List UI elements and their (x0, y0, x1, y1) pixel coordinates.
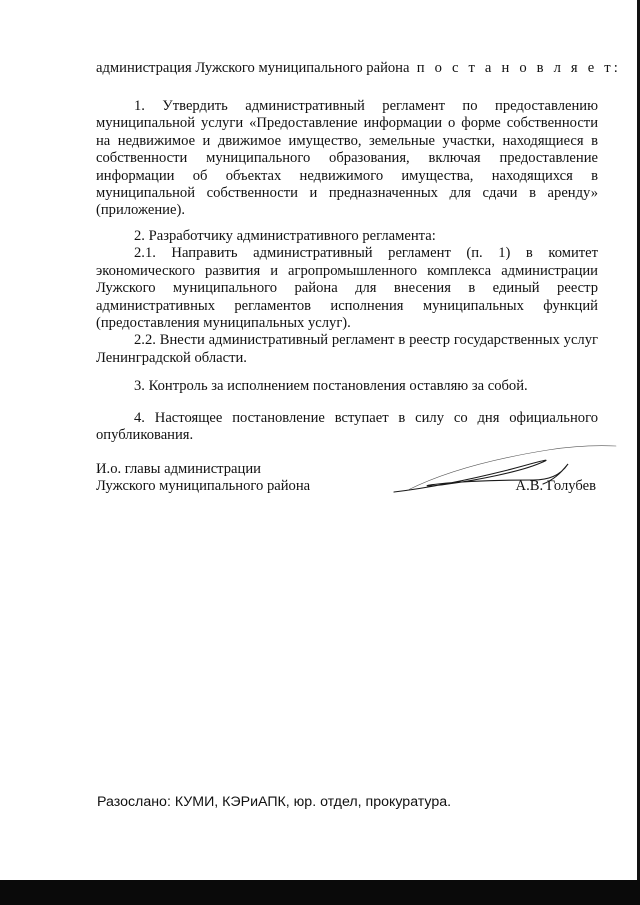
signer-title-line-1: И.о. главы администрации (96, 461, 261, 477)
intro-line (96, 60, 622, 77)
intro-decree: п о с т а н о в л я е т: (416, 60, 622, 76)
intro-text: администрация Лужского муниципального района (96, 60, 410, 76)
paragraph-2-2: 2.2. Внести административный регламент в реестр государственных услуг Ленинградской области. (96, 332, 598, 366)
signer-name: А.В. Голубев (515, 478, 596, 494)
signer-title-line-2: Лужского муниципального района (96, 478, 311, 495)
paragraph-4: 4. Настоящее постановление вступает в силу со дня официального опубликования. (96, 410, 598, 444)
paragraph-1: 1. Утвердить административный регламент по предоставлению муниципальной услуги «Предоставление информации о форме собственности на недвижимое и движимое имущество, земельные участки, находящиеся в собственности муниципального образования, включая предоставление информации об объектах недвижимого имущества, находящихся в муниципальной собственности и предназначенных для сдачи в аренду» (приложение). (96, 98, 598, 219)
paragraph-2 (96, 228, 598, 367)
scan-bottom-edge (0, 880, 640, 905)
paragraph-2-1: 2.1. Направить административный регламент (п. 1) в комитет экономического развития и агропромышленного комплекса администрации Лужского муниципального района для внесения в единый реестр административных регламентов исполнения муниципальных функций (предоставления муниципальных услуг). (96, 245, 598, 332)
signer-title (96, 461, 310, 496)
paragraph-3: 3. Контроль за исполнением постановления оставляю за собой. (134, 378, 528, 394)
distribution-list: Разослано: КУМИ, КЭРиАПК, юр. отдел, прокуратура. (97, 794, 452, 810)
paragraph-2-heading: 2. Разработчику административного регламента: (134, 228, 436, 244)
